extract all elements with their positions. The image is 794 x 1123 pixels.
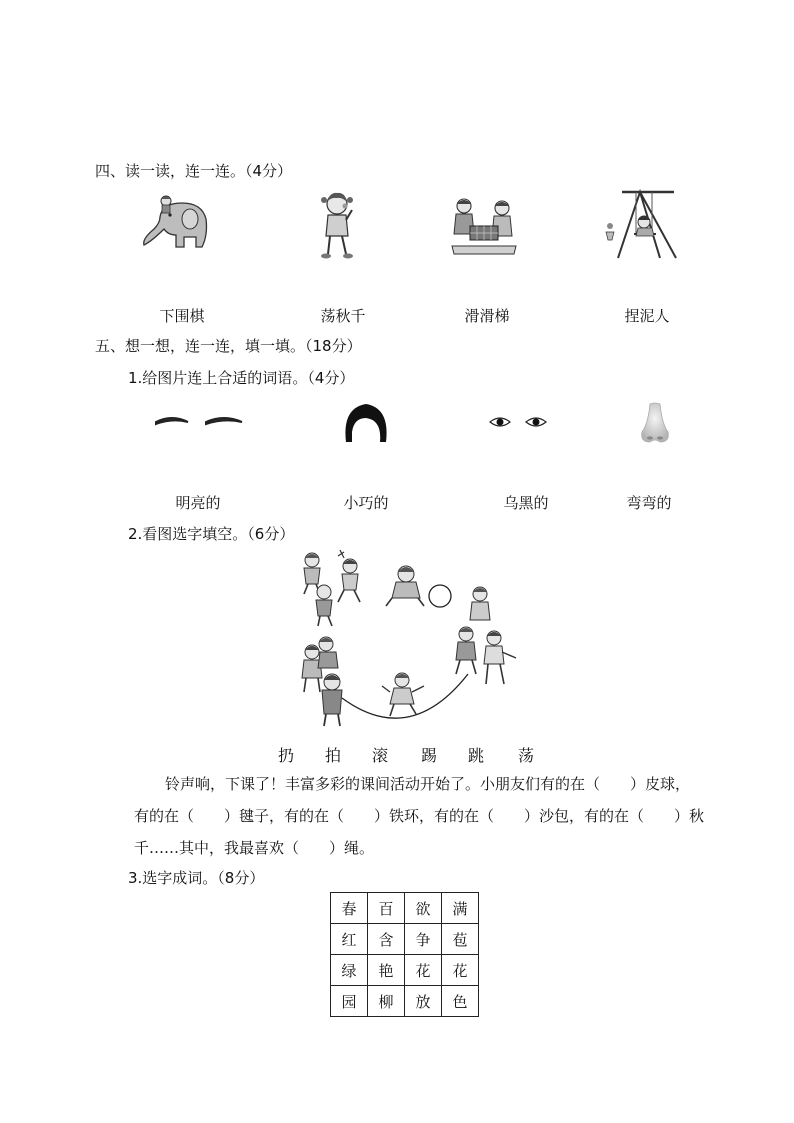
grid-cell: 色 <box>442 986 479 1017</box>
grid-cell: 花 <box>442 955 479 986</box>
choice-char: 拍 <box>324 746 341 765</box>
choice-char: 扔 <box>277 746 294 765</box>
girl-clay-picture <box>312 190 362 260</box>
choice-char: 踢 <box>420 746 437 765</box>
nose-picture <box>638 402 672 444</box>
grid-row <box>331 893 479 924</box>
playground-picture <box>290 548 525 728</box>
grid-row <box>331 924 479 955</box>
eyes-picture <box>488 414 550 430</box>
grid-cell: 花 <box>405 955 442 986</box>
choice-char: 荡 <box>517 746 534 765</box>
q1-title: 1.给图片连上合适的词语。（4分） <box>128 369 355 387</box>
q1-label: 弯弯的 <box>626 494 672 512</box>
section4-label: 滑滑梯 <box>464 307 510 325</box>
grid-cell: 含 <box>368 924 405 955</box>
grid-row <box>331 955 479 986</box>
q1-label: 小巧的 <box>343 494 389 512</box>
choice-char: 滚 <box>371 746 388 765</box>
q2-paragraph-line: 铃声响，下课了！丰富多彩的课间活动开始了。小朋友们有的在（ ）皮球， <box>165 775 691 793</box>
elephant-slide-picture <box>140 195 220 257</box>
q2-paragraph-line: 千……其中，我最喜欢（ ）绳。 <box>134 839 375 857</box>
grid-row <box>331 986 479 1017</box>
section4-label: 捏泥人 <box>624 307 670 325</box>
boys-chess-picture <box>448 196 520 258</box>
q2-paragraph-line: 有的在（ ）毽子，有的在（ ）铁环，有的在（ ）沙包，有的在（ ）秋 <box>134 807 705 825</box>
char-grid <box>330 892 479 1017</box>
section5-title: 五、想一想，连一连，填一填。（18分） <box>95 337 362 355</box>
grid-cell: 绿 <box>331 955 368 986</box>
q3-title: 3.选字成词。（8分） <box>128 869 265 887</box>
grid-cell: 红 <box>331 924 368 955</box>
grid-cell: 放 <box>405 986 442 1017</box>
q1-label: 明亮的 <box>175 494 221 512</box>
grid-cell: 柳 <box>368 986 405 1017</box>
grid-cell: 春 <box>331 893 368 924</box>
eyebrows-picture <box>154 412 246 432</box>
grid-cell: 园 <box>331 986 368 1017</box>
section4-label: 荡秋千 <box>320 307 366 325</box>
q1-label: 乌黑的 <box>503 494 549 512</box>
grid-cell: 苞 <box>442 924 479 955</box>
girl-swing-picture <box>600 190 682 260</box>
hair-picture <box>342 402 390 444</box>
grid-cell: 满 <box>442 893 479 924</box>
grid-cell: 百 <box>368 893 405 924</box>
choice-char: 跳 <box>467 746 484 765</box>
grid-cell: 艳 <box>368 955 405 986</box>
q2-title: 2.看图选字填空。（6分） <box>128 525 295 543</box>
grid-cell: 争 <box>405 924 442 955</box>
section4-label: 下围棋 <box>159 307 205 325</box>
section4-title: 四、读一读，连一连。（4分） <box>95 162 293 180</box>
grid-cell: 欲 <box>405 893 442 924</box>
